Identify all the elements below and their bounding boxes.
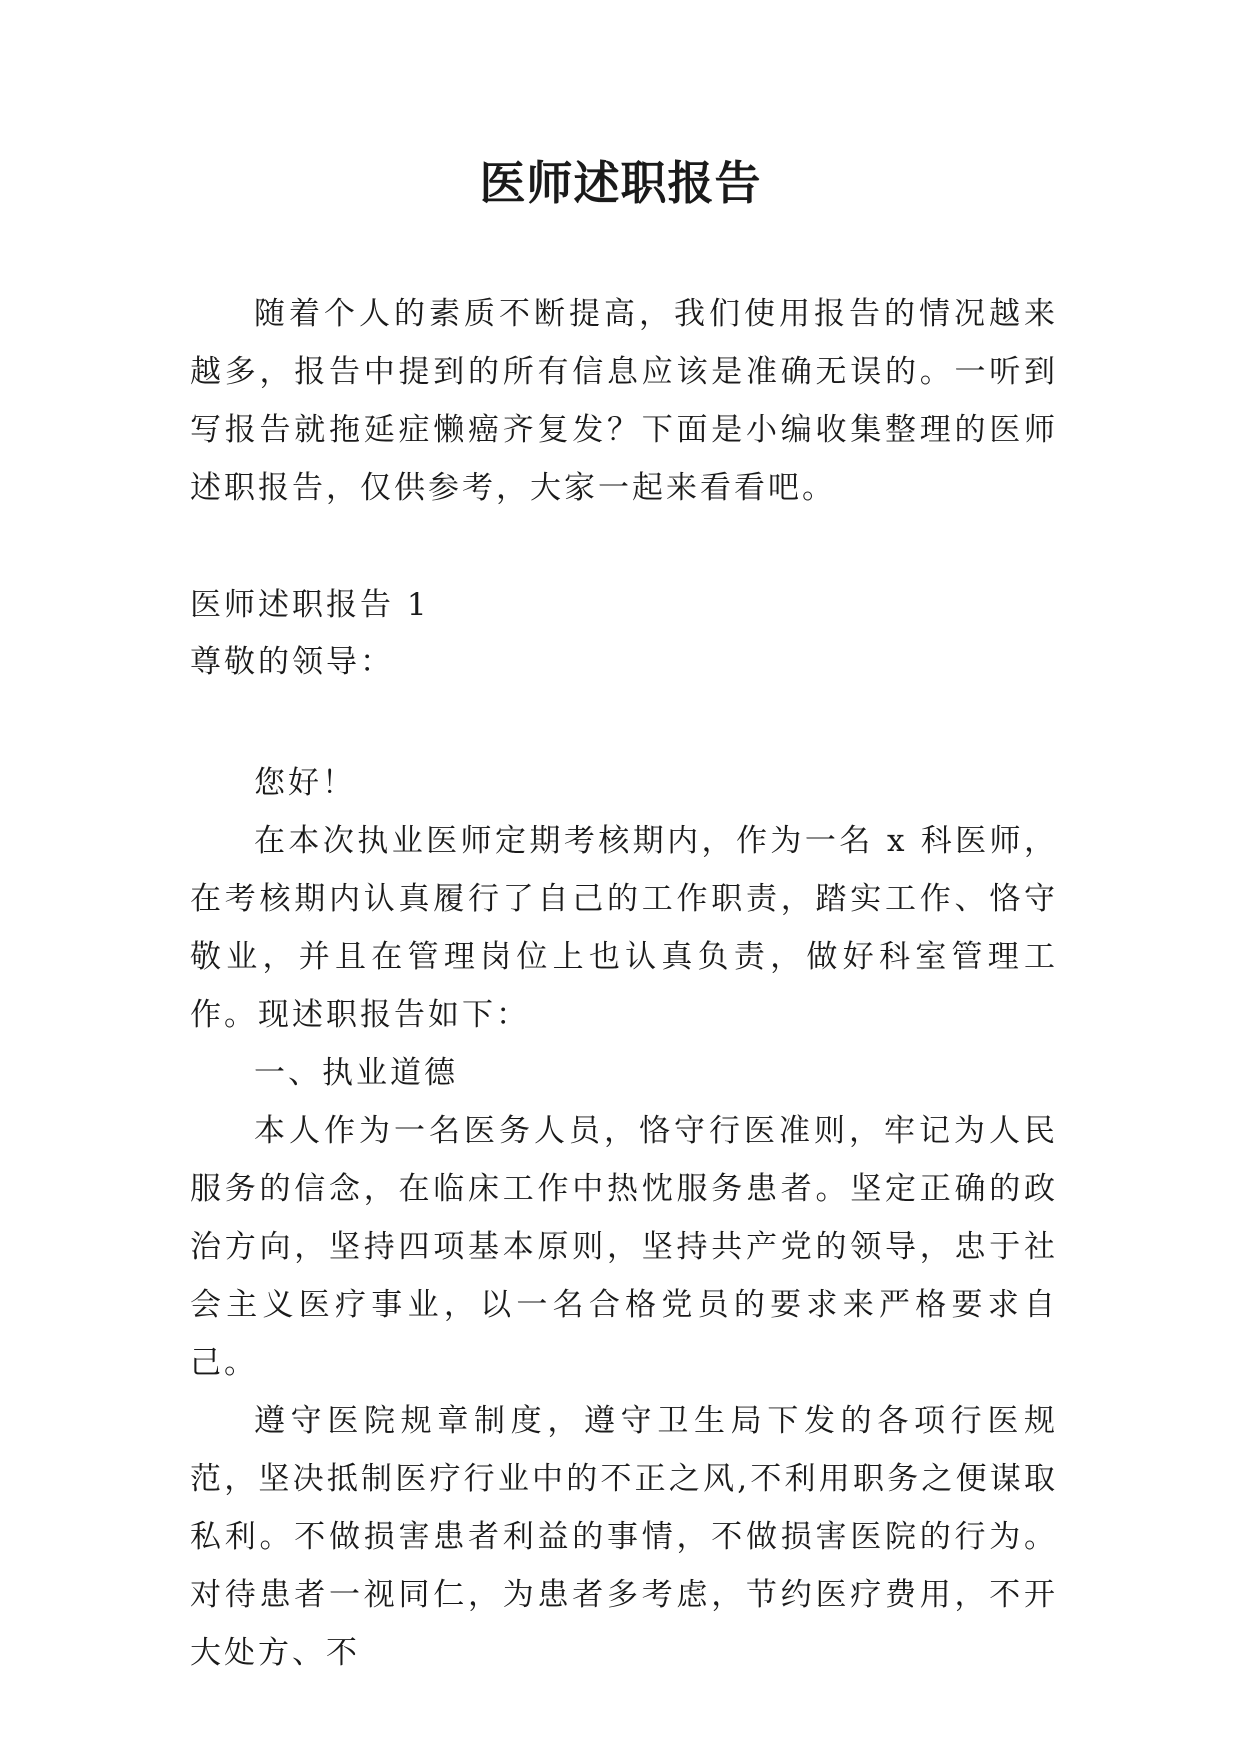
report-body xyxy=(190,754,1058,1682)
greeting: 您好！ xyxy=(254,765,356,801)
intro-paragraph: 随着个人的素质不断提高，我们使用报告的情况越来越多，报告中提到的所有信息应该是准确无误的。一听到写报告就拖延症懒癌齐复发？下面是小编收集整理的医师述职报告，仅供参考，大家一起来看看吧。 xyxy=(190,296,1058,506)
section-heading-ethics: 一、执业道德 xyxy=(254,1055,458,1091)
body-paragraph: 在本次执业医师定期考核期内，作为一名 x 科医师，在考核期内认真履行了自己的工作职责，踏实工作、恪守敬业，并且在管理岗位上也认真负责，做好科室管理工作。现述职报告如下： xyxy=(190,823,1058,1033)
body-paragraph: 遵守医院规章制度，遵守卫生局下发的各项行医规范，坚决抵制医疗行业中的不正之风,不利用职务之便谋取私利。不做损害患者利益的事情，不做损害医院的行为。对待患者一视同仁，为患者多考虑，节约医疗费用，不开大处方、不 xyxy=(190,1403,1058,1671)
salutation: 尊敬的领导： xyxy=(190,644,394,680)
document-title: 医师述职报告 xyxy=(479,156,762,210)
section-title: 医师述职报告 1 xyxy=(190,587,430,623)
body-paragraph: 本人作为一名医务人员，恪守行医准则，牢记为人民服务的信念，在临床工作中热忱服务患者。坚定正确的政治方向，坚持四项基本原则，坚持共产党的领导，忠于社会主义医疗事业，以一名合格党员的要求来严格要求自己。 xyxy=(190,1113,1058,1381)
section-header xyxy=(190,577,1058,691)
